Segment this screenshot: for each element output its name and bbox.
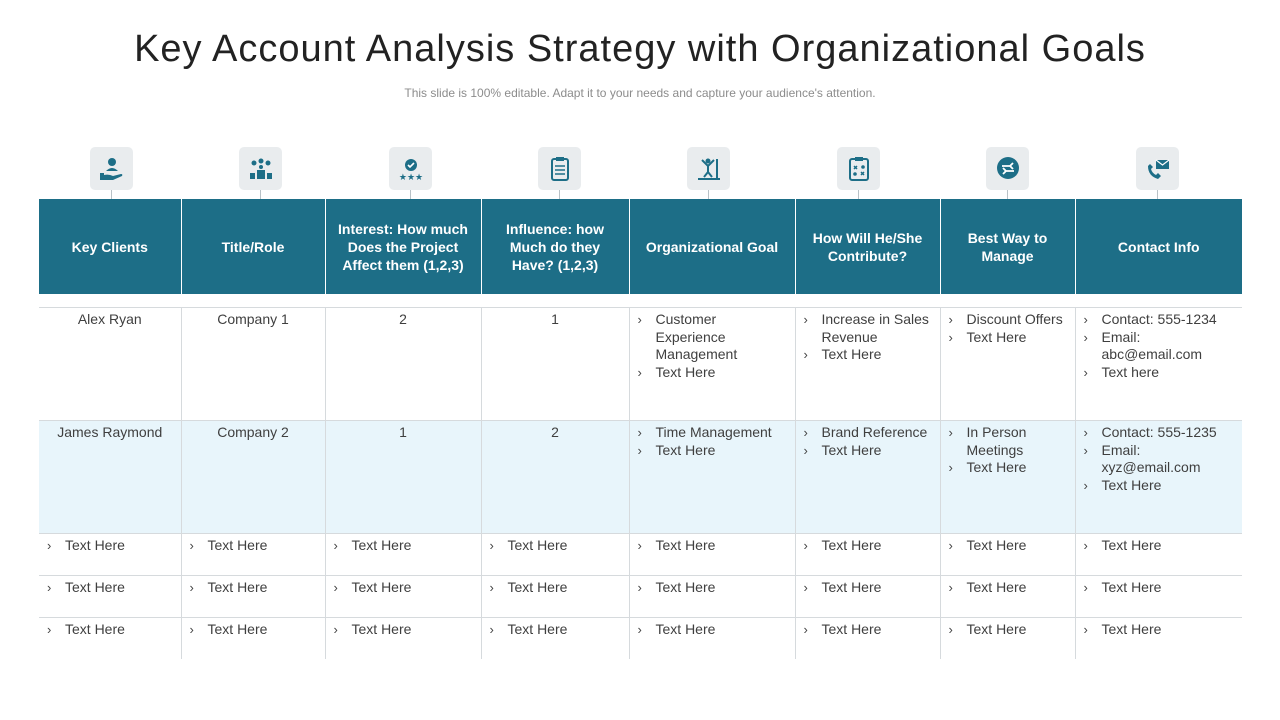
placeholder-cell: [1075, 576, 1242, 618]
list-item: › Text Here: [1082, 477, 1237, 495]
header-title-role: Title/Role: [181, 199, 325, 294]
header-contact-info: Contact Info: [1075, 199, 1242, 294]
list-item: › Text Here: [636, 442, 789, 460]
list-item: › Text Here: [188, 621, 319, 639]
placeholder-cell: [325, 576, 481, 618]
placeholder-cell: [629, 618, 795, 660]
list-item: › Text Here: [488, 537, 623, 555]
placeholder-cell: [940, 618, 1075, 660]
placeholder-cell: [629, 534, 795, 576]
interest-value: 1: [325, 421, 481, 534]
team-award-icon: [239, 147, 282, 190]
table-row: [39, 534, 1242, 576]
list-item: › Text Here: [1082, 537, 1237, 555]
placeholder-cell: [629, 576, 795, 618]
direction-signpost-icon: [986, 147, 1029, 190]
list-item: › Text Here: [332, 579, 475, 597]
list-item: › Text Here: [802, 346, 934, 364]
client-role: Company 2: [181, 421, 325, 534]
list-item: › Text Here: [488, 579, 623, 597]
list-item: › Discount Offers: [947, 311, 1069, 329]
svg-text:★★★: ★★★: [398, 172, 423, 183]
list-item: › Contact: 555-1235: [1082, 424, 1237, 442]
list-item: › Email: xyz@email.com: [1082, 442, 1237, 477]
key-account-table: [39, 199, 1242, 659]
influence-value: 2: [481, 421, 629, 534]
client-role: Company 1: [181, 308, 325, 421]
list-item: › Text Here: [947, 621, 1069, 639]
header-key-clients: Key Clients: [39, 199, 181, 294]
list-item: › Text Here: [1082, 579, 1237, 597]
contact-cell: [1075, 421, 1242, 534]
checklist-clipboard-icon: [538, 147, 581, 190]
list-item: › Brand Reference: [802, 424, 934, 442]
interest-value: 2: [325, 308, 481, 421]
list-item: › Text Here: [1082, 621, 1237, 639]
client-hand-icon: [90, 147, 133, 190]
list-item: › Text Here: [188, 579, 319, 597]
client-name: James Raymond: [39, 421, 181, 534]
manage-cell: [940, 421, 1075, 534]
goal-cell: [629, 421, 795, 534]
placeholder-cell: [481, 618, 629, 660]
header-influence: Influence: how Much do they Have? (1,2,3): [481, 199, 629, 294]
list-item: › Text Here: [488, 621, 623, 639]
contribute-cell: [795, 308, 940, 421]
placeholder-cell: [181, 534, 325, 576]
list-item: › Customer Experience Management: [636, 311, 789, 364]
placeholder-cell: [39, 534, 181, 576]
table-row: [39, 618, 1242, 660]
placeholder-cell: [181, 576, 325, 618]
placeholder-cell: [795, 534, 940, 576]
contact-cell: [1075, 308, 1242, 421]
placeholder-cell: [325, 618, 481, 660]
list-item: › Text here: [1082, 364, 1237, 382]
slide-title: Key Account Analysis Strategy with Organizational Goals: [134, 28, 1146, 70]
placeholder-cell: [39, 618, 181, 660]
manage-cell: [940, 308, 1075, 421]
list-item: › Text Here: [45, 537, 175, 555]
list-item: › Text Here: [45, 579, 175, 597]
header-best-way-to-manage: Best Way to Manage: [940, 199, 1075, 294]
list-item: › Time Management: [636, 424, 789, 442]
list-item: › Text Here: [947, 329, 1069, 347]
header-organizational-goal: Organizational Goal: [629, 199, 795, 294]
list-item: › Text Here: [636, 537, 789, 555]
list-item: › Increase in Sales Revenue: [802, 311, 934, 346]
list-item: › Text Here: [332, 537, 475, 555]
goal-cell: [629, 308, 795, 421]
list-item: › Text Here: [636, 579, 789, 597]
list-item: › Text Here: [947, 537, 1069, 555]
list-item: › Text Here: [802, 537, 934, 555]
list-item: › Text Here: [45, 621, 175, 639]
rating-badge-icon: [389, 147, 432, 190]
client-name: Alex Ryan: [39, 308, 181, 421]
list-item: › Text Here: [332, 621, 475, 639]
table-row: [39, 308, 1242, 421]
header-contribute: How Will He/She Contribute?: [795, 199, 940, 294]
list-item: › Text Here: [636, 621, 789, 639]
placeholder-cell: [481, 576, 629, 618]
influence-value: 1: [481, 308, 629, 421]
strategy-clipboard-icon: [837, 147, 880, 190]
list-item: › Text Here: [947, 459, 1069, 477]
table-row: [39, 576, 1242, 618]
table-header-row: [39, 199, 1242, 294]
table-row: [39, 421, 1242, 534]
placeholder-cell: [481, 534, 629, 576]
list-item: › Text Here: [802, 621, 934, 639]
contribute-cell: [795, 421, 940, 534]
placeholder-cell: [325, 534, 481, 576]
list-item: › Text Here: [802, 442, 934, 460]
placeholder-cell: [1075, 534, 1242, 576]
placeholder-cell: [795, 576, 940, 618]
header-gap: [39, 294, 1242, 308]
list-item: › Text Here: [947, 579, 1069, 597]
header-interest: Interest: How much Does the Project Affect them (1,2,3): [325, 199, 481, 294]
list-item: › Text Here: [636, 364, 789, 382]
placeholder-cell: [1075, 618, 1242, 660]
list-item: › In Person Meetings: [947, 424, 1069, 459]
contact-phone-mail-icon: [1136, 147, 1179, 190]
placeholder-cell: [795, 618, 940, 660]
goal-achievement-icon: [687, 147, 730, 190]
list-item: › Contact: 555-1234: [1082, 311, 1237, 329]
placeholder-cell: [940, 534, 1075, 576]
slide-subtitle: This slide is 100% editable. Adapt it to your needs and capture your audience's attention.: [404, 86, 876, 100]
placeholder-cell: [940, 576, 1075, 618]
placeholder-cell: [181, 618, 325, 660]
list-item: › Email: abc@email.com: [1082, 329, 1237, 364]
placeholder-cell: [39, 576, 181, 618]
list-item: › Text Here: [188, 537, 319, 555]
list-item: › Text Here: [802, 579, 934, 597]
